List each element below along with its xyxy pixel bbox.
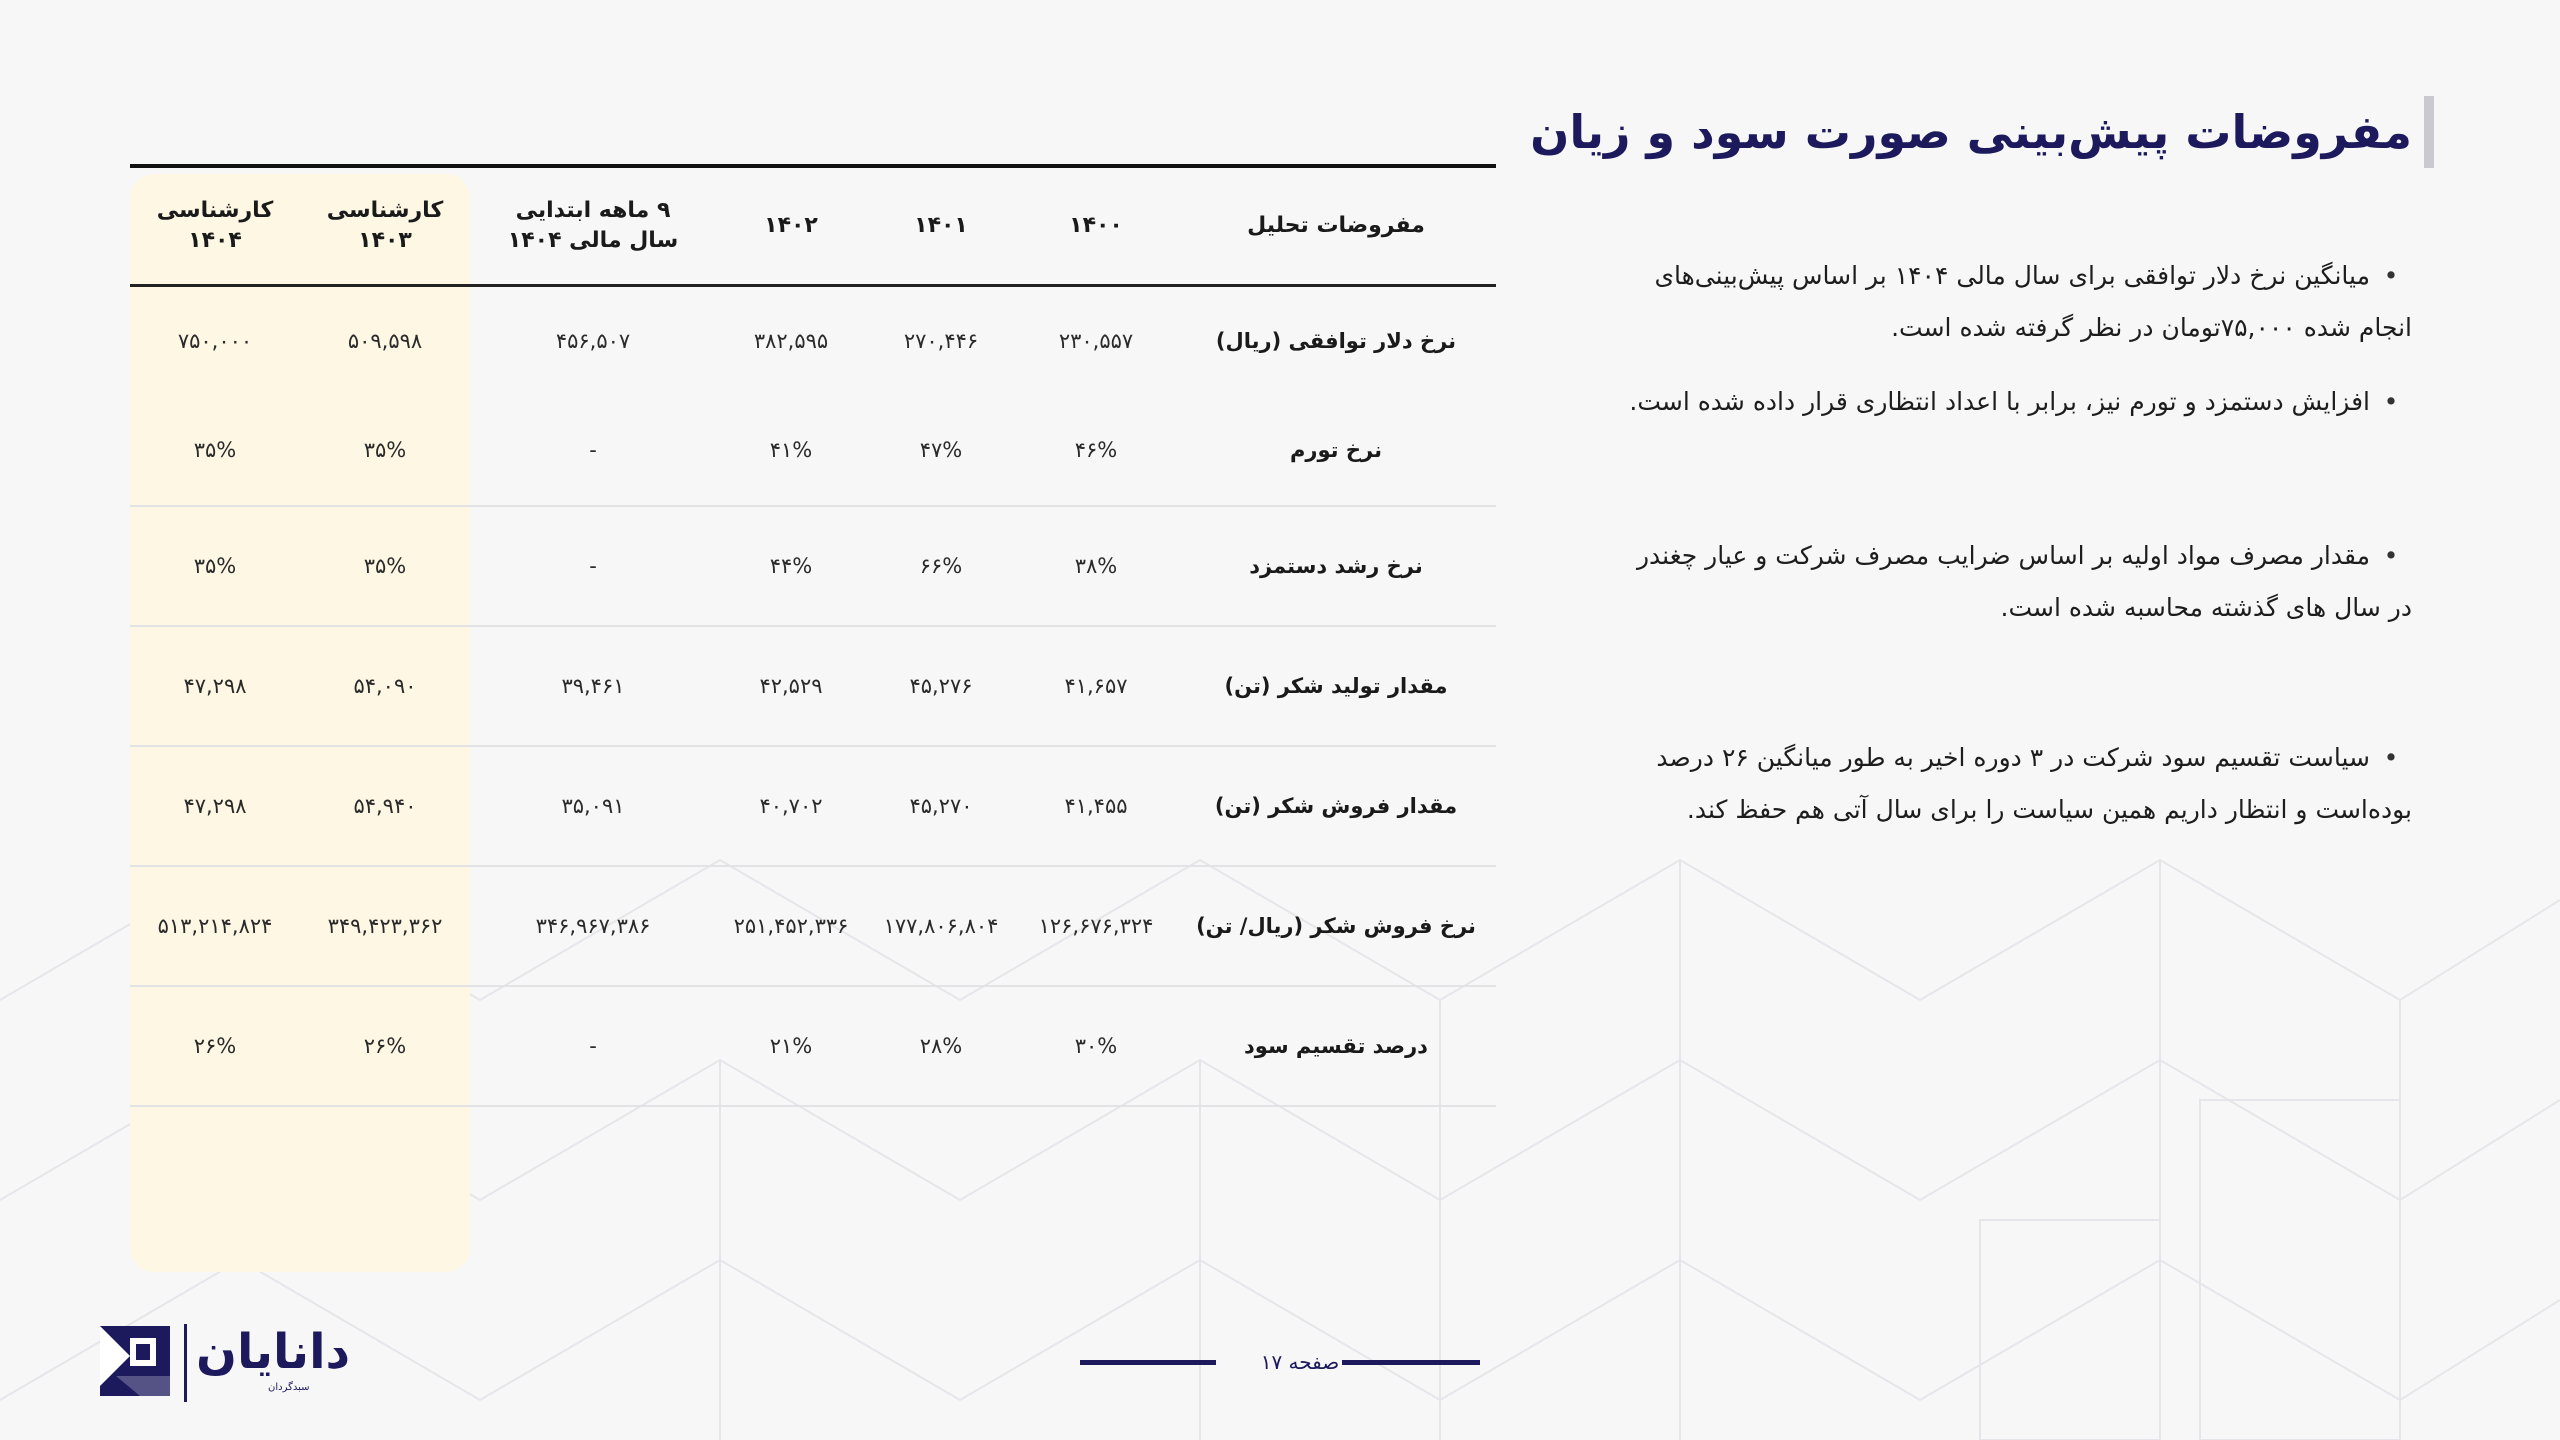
brand-name: دانایان: [196, 1324, 351, 1380]
table-cell: ۱۷۷,۸۰۶,۸۰۴: [883, 913, 999, 938]
table-row: [130, 746, 1496, 866]
row-label: نرخ فروش شکر (ریال/ تن): [1196, 913, 1476, 938]
danayan-logo-icon: [96, 1322, 174, 1400]
table-cell: ۴۱%: [769, 438, 813, 462]
table-cell: ۳۵,۰۹۱: [561, 793, 625, 818]
table: [130, 168, 1496, 1107]
row-label: مقدار تولید شکر (تن): [1224, 673, 1448, 698]
table-cell: ۴۴%: [769, 553, 813, 578]
bullet-item: • سیاست تقسیم سود شرکت در ۳ دوره اخیر به طور میانگین ۲۶ درصد بوده‌است و انتظار داریم همین سیاست را برای سال آتی هم حفظ کند.: [1620, 732, 2412, 836]
table-cell: ۲۱%: [769, 1033, 813, 1058]
table-cell: ۳۰%: [1074, 1033, 1118, 1058]
table-cell: ۳۴۶,۹۶۷,۳۸۶: [535, 913, 651, 938]
bullet-item: • میانگین نرخ دلار توافقی برای سال مالی ۱۴۰۴ بر اساس پیش‌بینی‌های انجام شده ۷۵,۰۰۰تومان در نظر گرفته شده است.: [1620, 250, 2412, 354]
table-cell: ۴۱,۶۵۷: [1064, 673, 1128, 698]
header-cell: کارشناسی ۱۴۰۳: [326, 198, 444, 253]
table-cell: ۵۰۹,۵۹۸: [347, 329, 423, 354]
row-label: مقدار فروش شکر (تن): [1214, 793, 1458, 818]
table-cell: ۲۷۰,۴۴۶: [903, 329, 979, 354]
table-cell: ۳۵%: [193, 553, 237, 578]
table-cell: ۲۸%: [919, 1033, 963, 1058]
table-row: [130, 396, 1496, 506]
header-cell: ۱۴۰۰: [1069, 213, 1123, 238]
page-number: صفحه ۱۷: [1260, 1350, 1340, 1374]
table-cell: ۴۲,۵۲۹: [759, 673, 823, 698]
table-cell: ۳۵%: [193, 438, 237, 462]
header-cell: مفروضات تحلیل: [1247, 213, 1425, 238]
table-cell: ۲۶%: [193, 1033, 237, 1058]
header-cell: کارشناسی ۱۴۰۴: [156, 198, 274, 253]
table-cell: ۲۵۱,۴۵۲,۳۳۶: [733, 913, 849, 938]
page-line-left: [1080, 1360, 1216, 1365]
table-cell: ۳۸%: [1074, 553, 1118, 578]
table-cell: ۴۵۶,۵۰۷: [555, 329, 631, 354]
table-row: [130, 986, 1496, 1106]
table-cell: ۳۵%: [363, 553, 407, 578]
bullet-item: • مقدار مصرف مواد اولیه بر اساس ضرایب مصرف شرکت و عیار چغندر در سال های گذشته محاسبه شده است.: [1620, 530, 2412, 634]
table-cell: ۳۹,۴۶۱: [561, 673, 625, 698]
table-cell: ۴۱,۴۵۵: [1064, 793, 1128, 818]
table-header-row: [130, 168, 1496, 286]
table-cell: ۳۵%: [363, 438, 407, 462]
bullet-item: • افزایش دستمزد و تورم نیز، برابر با اعداد انتظاری قرار داده شده است.: [1620, 376, 2412, 428]
table-cell: ۴۶%: [1074, 438, 1118, 462]
row-label: نرخ رشد دستمزد: [1249, 553, 1423, 578]
brand-subtitle: سبدگردان: [268, 1382, 310, 1393]
brand-divider: [184, 1324, 187, 1402]
table-cell: -: [589, 438, 597, 462]
header-cell: ۹ ماهه ابتدایی سال مالی ۱۴۰۴: [507, 198, 679, 253]
table-cell: ۲۶%: [363, 1033, 407, 1058]
page-title: مفروضات پیش‌بینی صورت سود و زیان: [1530, 105, 2412, 159]
table-row: [130, 506, 1496, 626]
table-cell: ۵۴,۹۴۰: [353, 793, 417, 818]
table-cell: ۴۷,۲۹۸: [183, 673, 247, 698]
row-label: نرخ دلار توافقی (ریال): [1215, 329, 1457, 354]
table-cell: ۵۱۳,۲۱۴,۸۲۴: [157, 913, 273, 938]
table-cell: -: [589, 553, 597, 578]
table-cell: ۵۴,۰۹۰: [353, 673, 417, 698]
row-label: نرخ تورم: [1290, 438, 1382, 462]
table-row: [130, 866, 1496, 986]
table-cell: ۶۶%: [919, 553, 963, 578]
table-row: [130, 286, 1496, 396]
table-cell: ۲۳۰,۵۵۷: [1058, 329, 1134, 354]
page-line-right: [1342, 1360, 1480, 1365]
table-cell: ۴۵,۲۷۰: [909, 793, 973, 818]
header-cell: ۱۴۰۲: [764, 213, 818, 238]
table-cell: ۱۲۶,۶۷۶,۳۲۴: [1038, 913, 1154, 938]
table-row: [130, 626, 1496, 746]
table-cell: ۴۵,۲۷۶: [909, 673, 973, 698]
table-cell: ۳۸۲,۵۹۵: [753, 329, 829, 354]
table-cell: ۷۵۰,۰۰۰: [177, 329, 253, 354]
table-cell: ۴۰,۷۰۲: [759, 793, 823, 818]
table-cell: ۳۴۹,۴۲۳,۳۶۲: [327, 913, 443, 938]
table-cell: -: [589, 1033, 597, 1058]
title-accent-bar: [2424, 96, 2434, 168]
table-cell: ۴۷,۲۹۸: [183, 793, 247, 818]
header-cell: ۱۴۰۱: [914, 213, 968, 238]
row-label: درصد تقسیم سود: [1244, 1033, 1428, 1058]
table-cell: ۴۷%: [919, 438, 963, 462]
